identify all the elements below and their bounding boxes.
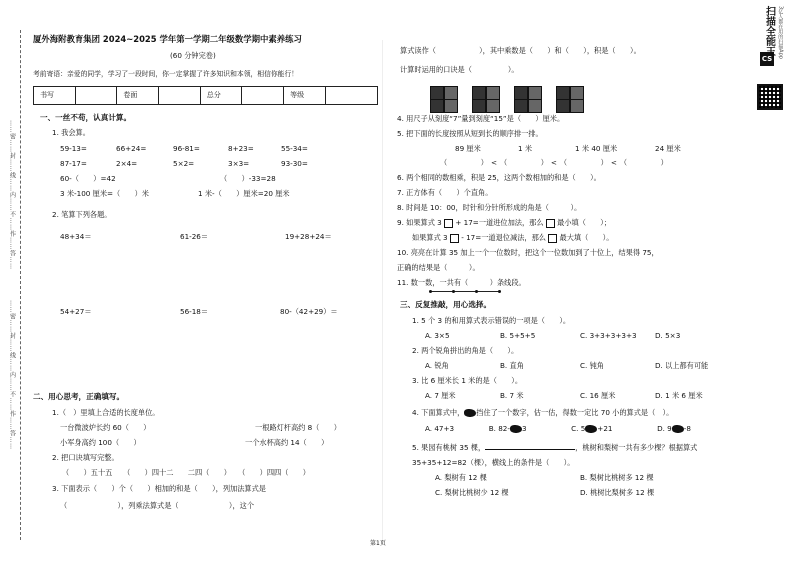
ink-blot-icon — [585, 425, 597, 433]
q6: 6. 两个相同的数相乘，积是 25，这两个数相加的和是（ ）。 — [397, 173, 601, 182]
calc-item: 3×3= — [228, 159, 250, 168]
option: -8 — [683, 424, 691, 433]
q5-item: 89 厘米 — [455, 144, 481, 153]
written-calc: 19+28+24＝ — [285, 232, 332, 241]
q9-text: 9. 如果算式 3 — [397, 218, 442, 227]
calc-item: 59-13= — [60, 144, 87, 153]
s3-q5-line2: 35+35+12=82（棵），横线上的条件是（ ）。 — [412, 458, 575, 467]
s2-q1-item: 一个水杯高约 14（ ） — [245, 438, 329, 447]
q4-text: 4. 下面算式中， — [412, 408, 465, 417]
q5-text: 5. 果园有桃树 35 棵， — [412, 443, 486, 452]
option: B. 直角 — [500, 361, 524, 370]
score-table — [33, 86, 378, 105]
q2-label: 2. 笔算下列各题。 — [52, 210, 112, 219]
option: A. 7 厘米 — [425, 391, 456, 400]
calc-item: （ ）-33=28 — [220, 174, 276, 183]
section-3-title: 三、反复推敲，用心选择。 — [400, 300, 492, 309]
option: B. 7 米 — [500, 391, 524, 400]
q11: 11. 数一数，一共有（ ）条线段。 — [397, 278, 526, 287]
seal-line — [20, 30, 21, 540]
written-calc: 80-（42+29）＝ — [280, 307, 338, 316]
calc-item: 87-17= — [60, 159, 87, 168]
s2-q2-line: （ ）五十五 （ ）四十二 二四（ ） （ ）四四（ ） — [62, 468, 310, 477]
q5: 5. 把下面的长度按照从短到长的顺序排一排。 — [397, 129, 543, 138]
s2-q1-item: 小军身高约 100（ ） — [60, 438, 141, 447]
blank-box — [444, 219, 453, 228]
seal-line-text-bottom: ……密……封……线……内……不……作……答…… — [8, 300, 16, 450]
q5-item: 1 米 — [518, 144, 533, 153]
s3-q3: 3. 比 6 厘米长 1 米的是（ ）。 — [412, 376, 523, 385]
section-2-title: 二、用心思考，正确填写。 — [33, 392, 125, 401]
option: D. 1 米 6 厘米 — [655, 391, 703, 400]
written-calc: 48+34＝ — [60, 232, 92, 241]
score-label-handwriting: 书写 — [34, 87, 76, 105]
qr-code-icon — [757, 84, 783, 110]
scanner-brand-tagline: 3亿人都在用的扫描App — [777, 6, 784, 59]
q9-text: 如果算式 3 — [412, 233, 448, 242]
calc-item: 8+23= — [228, 144, 254, 153]
column-divider — [382, 40, 383, 545]
page-number: 第1页 — [370, 540, 386, 547]
s3-q1: 1. 5 个 3 的和用算式表示错误的一项是（ ）。 — [412, 316, 571, 325]
option: C. 梨树比桃树少 12 棵 — [435, 488, 509, 497]
calc-item: 2×4= — [116, 159, 138, 168]
q9-line-2 — [412, 233, 613, 243]
option: D. 9 — [657, 424, 672, 433]
page-title: 厦外海附教育集团 2024~2025 学年第一学期二年级数学期中素养练习 — [33, 34, 302, 44]
s2-q3: 3. 下面表示（ ）个（ ）相加的和是（ ），列加法算式是 — [52, 484, 266, 493]
option: B. 5+5+5 — [500, 331, 536, 340]
seal-line-text-top: ……密……封……线……内……不……作……答…… — [8, 120, 16, 270]
calc-item: 66+24= — [116, 144, 147, 153]
option: C. 3+3+3+3+3 — [580, 331, 637, 340]
score-label-grade: 等级 — [284, 87, 326, 105]
q4-text: 挡住了一个数字，估一估，得数一定比 70 小的算式是（ ）。 — [476, 408, 674, 417]
q10: 10. 亮亮在计算 35 加上一个一位数时，把这个一位数加到了十位上，结果得 75， — [397, 248, 659, 257]
blank-box — [450, 234, 459, 243]
s2-q2: 2. 把口诀填写完整。 — [52, 453, 119, 462]
option: C. 钝角 — [580, 361, 604, 370]
s2-q1-item: 一根路灯杆高约 8（ ） — [255, 423, 341, 432]
written-calc: 56-18＝ — [180, 307, 209, 316]
option: C. 5 — [571, 424, 586, 433]
option: A. 锐角 — [425, 361, 449, 370]
calc-item: 3 米-100 厘米=（ ）米 — [60, 189, 149, 198]
q9-text: - 17=一道退位减法，那么 — [461, 233, 546, 242]
scanner-logo: CS — [760, 52, 774, 66]
blank-box — [546, 219, 555, 228]
calc-item: 93-30= — [281, 159, 308, 168]
r-line-1: 算式读作（ ），其中乘数是（ ）和（ ），积是（ ）。 — [400, 46, 641, 55]
q5-item: 24 厘米 — [655, 144, 681, 153]
score-cell — [75, 87, 117, 105]
option: D. 桃树比梨树多 12 棵 — [580, 488, 655, 497]
score-cell — [159, 87, 201, 105]
s2-q1: 1.（ ）里填上合适的长度单位。 — [52, 408, 160, 417]
scanner-brand-name: 扫描全能王 — [763, 6, 775, 56]
calc-item: 55-34= — [281, 144, 308, 153]
option: B. 梨树比桃树多 12 棵 — [580, 473, 654, 482]
r-line-2: 计算时运用的口诀是（ ）。 — [400, 65, 519, 74]
calc-item: 96-81= — [173, 144, 200, 153]
s3-q5 — [412, 443, 697, 452]
q8: 8. 时间是 10：00，时针和分针所形成的角是（ ）。 — [397, 203, 582, 212]
q9-text: + 17=一道进位加法，那么 — [455, 218, 544, 227]
q5-item: 1 米 40 厘米 — [575, 144, 618, 153]
q5-text: ，桃树和梨树一共有多少棵？根据算式 — [575, 443, 698, 452]
calc-item: 1 米-（ ）厘米=20 厘米 — [198, 189, 290, 198]
q9-text: 最大填（ ）。 — [559, 233, 614, 242]
ink-blot-icon — [464, 409, 476, 417]
option: A. 3×5 — [425, 331, 450, 340]
option: D. 5×3 — [655, 331, 681, 340]
score-cell — [325, 87, 377, 105]
ink-blot-icon — [672, 425, 684, 433]
q9-line-1 — [397, 218, 611, 228]
s3-q4-options — [425, 424, 691, 433]
calc-item: 5×2= — [173, 159, 195, 168]
score-cell — [242, 87, 284, 105]
option: A. 梨树有 12 棵 — [435, 473, 487, 482]
s2-q3: （ ），列乘法算式是（ ），这个 — [60, 501, 255, 510]
s2-q1-item: 一台微波炉长约 60（ ） — [60, 423, 151, 432]
option: C. 16 厘米 — [580, 391, 616, 400]
blank-line — [485, 449, 575, 450]
option: 3 — [521, 424, 527, 433]
q10: 正确的结果是（ ）。 — [397, 263, 480, 272]
option: +21 — [597, 424, 613, 433]
page-subtitle: (60 分钟完卷) — [170, 51, 216, 60]
calc-item: 60-（ ）=42 — [60, 174, 116, 183]
exam-message: 考前寄语：亲爱的同学，学习了一段时间，你一定掌握了许多知识和本领，相信你能行！ — [33, 70, 299, 78]
written-calc: 61-26＝ — [180, 232, 209, 241]
q1-label: 1. 我会算。 — [52, 128, 90, 137]
option: D. 以上都有可能 — [655, 361, 709, 370]
score-label-neatness: 卷面 — [117, 87, 159, 105]
option: B. 82- — [488, 424, 510, 433]
s3-q2: 2. 两个锐角拼出的角是（ ）。 — [412, 346, 519, 355]
q9-text: 最小填（ ）； — [557, 218, 612, 227]
written-calc: 54+27＝ — [60, 307, 92, 316]
s3-q4 — [412, 408, 673, 417]
score-label-total: 总分 — [200, 87, 242, 105]
q5-blanks: （ ）<（ ）<（ ）<（ ） — [440, 158, 671, 167]
section-1-title: 一、一丝不苟，认真计算。 — [40, 113, 132, 122]
q4: 4. 用尺子从刻度“7”量到刻度“15”是（ ）厘米。 — [397, 114, 565, 123]
ink-blot-icon — [510, 425, 522, 433]
blank-box — [548, 234, 557, 243]
option: A. 47+3 — [425, 424, 455, 433]
q7: 7. 正方体有（ ）个直角。 — [397, 188, 493, 197]
